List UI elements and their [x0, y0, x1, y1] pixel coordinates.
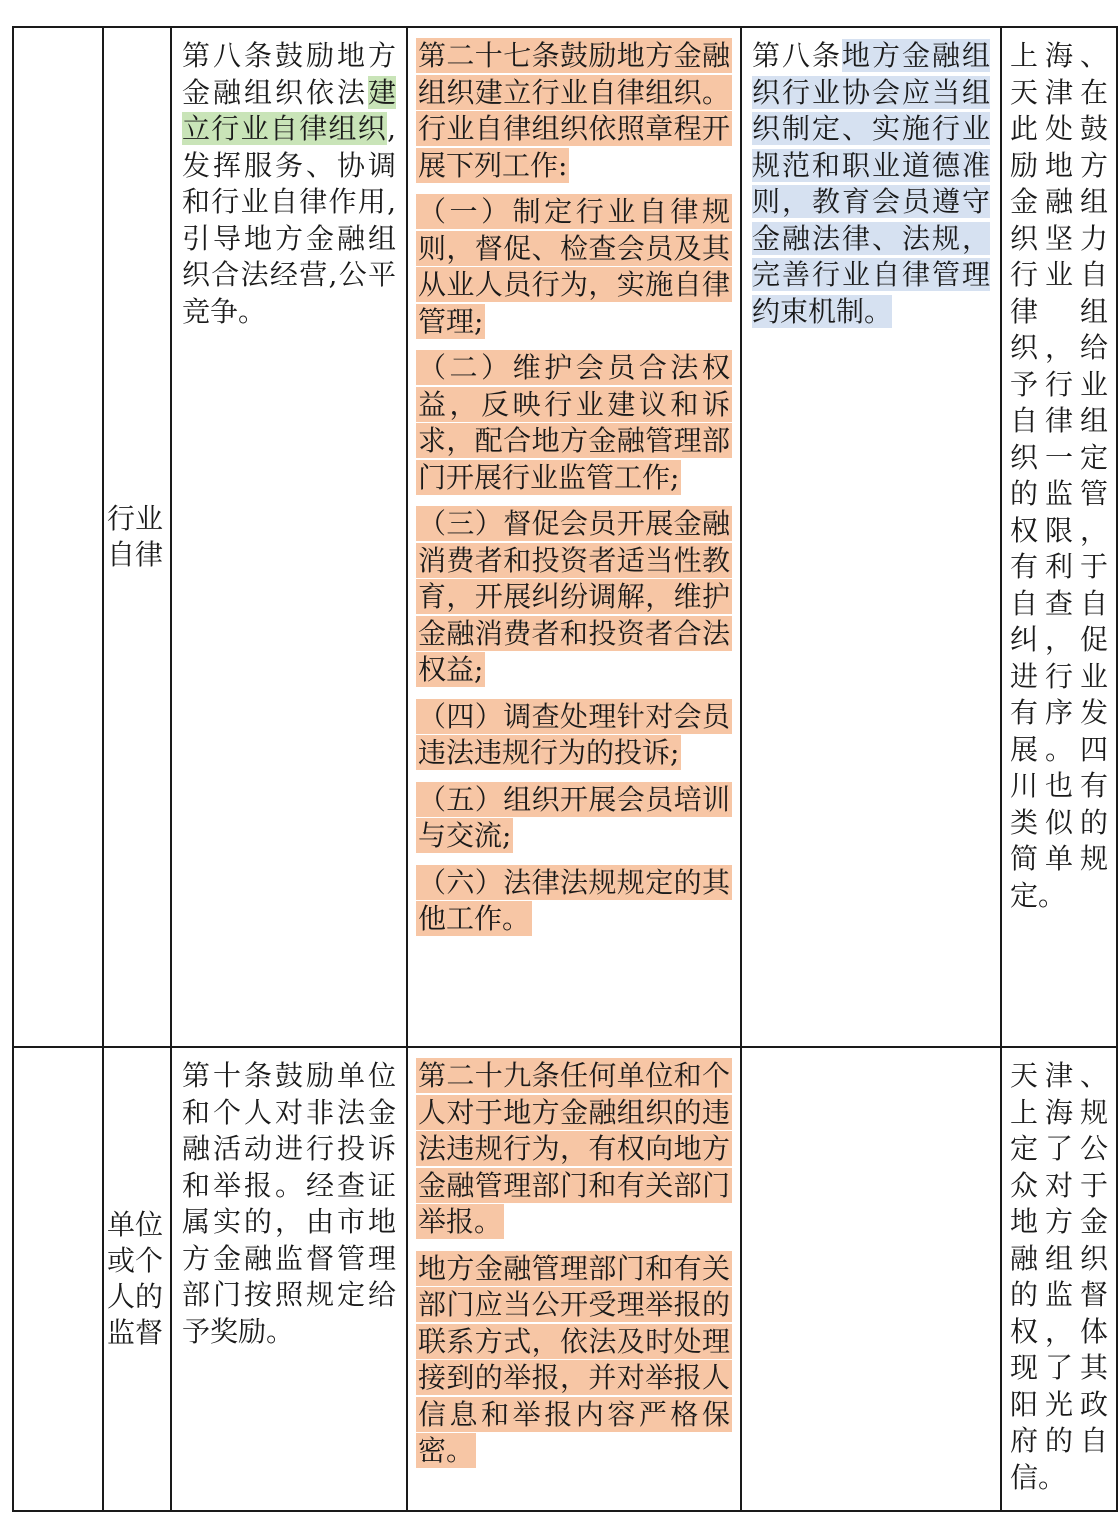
- draft-paragraph-text: （二）维护会员合法权益，反映行业建议和诉求，配合地方金融管理部门开展行业监管工作;: [418, 351, 730, 494]
- draft-paragraph-text: （六）法律法规规定的其他工作。: [418, 865, 730, 935]
- commentary-cell: [1001, 1047, 1117, 1511]
- beijing-text-before: 第十条鼓励单位和个人对非法金融活动进行投诉和举报。经查证属实的，由市地方金融监督管理部门按照规定给予奖励。: [182, 1059, 396, 1348]
- table-row: [13, 1047, 1117, 1511]
- beijing-article-text: [182, 38, 396, 330]
- other-text-highlight: 地方金融组织行业协会应当组织制定、实施行业规范和职业道德准则，教育会员遵守金融法律、法规，完善行业自律管理约束机制。: [752, 39, 990, 328]
- empty-cell: [13, 1047, 103, 1511]
- draft-paragraph: [416, 1058, 732, 1241]
- beijing-article-text: [182, 1058, 396, 1350]
- draft-paragraph-text: 第二十九条任何单位和个人对于地方金融组织的违法违规行为，有权向地方金融管理部门和有关部门举报。: [418, 1059, 730, 1238]
- table-row: [13, 27, 1117, 1047]
- draft-paragraph-text: （四）调查处理针对会员违法违规行为的投诉;: [418, 699, 730, 769]
- commentary-cell: [1001, 27, 1117, 1047]
- draft-paragraph-text: （五）组织开展会员培训与交流;: [418, 782, 730, 852]
- commentary-text: 上海、天津在此处鼓励地方金融组织坚力行业自律 组织，给予行业自律组织一定的监管权限，有利于自查自纠，促进行业有序发展。四川也有类似的简单规定。: [1010, 39, 1108, 912]
- other-region-article-cell: [741, 1047, 1001, 1511]
- draft-article-cell: [407, 1047, 741, 1511]
- draft-paragraph: [416, 699, 732, 772]
- draft-article-cell: [407, 27, 741, 1047]
- beijing-text-highlight: 建立行业自律组织: [182, 75, 396, 145]
- topic-cell: [103, 1047, 171, 1511]
- beijing-article-cell: [171, 27, 407, 1047]
- draft-paragraph-text: （三）督促会员开展金融消费者和投资者适当性教育，开展纠纷调解，维护金融消费者和投资者合法权益;: [418, 507, 730, 686]
- draft-paragraph: [416, 782, 732, 855]
- other-text-before: 第八条: [752, 39, 842, 72]
- draft-paragraph: [416, 350, 732, 496]
- commentary-text: 天津、上海规定了公众对于地方金融组织的监督权，体现了其阳光政府的自信。: [1010, 1059, 1108, 1494]
- draft-paragraph-text: （一）制定行业自律规则，督促、检查会员及其从业人员行为，实施自律管理;: [418, 195, 730, 338]
- draft-paragraph: [416, 865, 732, 938]
- beijing-text-after: ,发挥服务、协调和行业自律作用,引导地方金融组织合法经营,公平竞争。: [182, 112, 396, 328]
- other-region-article-cell: [741, 27, 1001, 1047]
- draft-paragraph-text: 第二十七条鼓励地方金融组织建立行业自律组织。行业自律组织依照章程开展下列工作:: [418, 39, 730, 182]
- regulation-comparison-table: [12, 26, 1118, 1512]
- draft-paragraph: [416, 506, 732, 689]
- draft-paragraph: [416, 194, 732, 340]
- draft-paragraph: [416, 1251, 732, 1470]
- beijing-text-before: 第八条鼓励地方金融组织依法: [182, 39, 396, 109]
- beijing-article-cell: [171, 1047, 407, 1511]
- topic-label: 单位或个人的监督: [107, 1208, 164, 1349]
- draft-paragraph-text: 地方金融管理部门和有关部门应当公开受理举报的联系方式，依法及时处理接到的举报，并对举报人信息和举报内容严格保密。: [418, 1251, 730, 1467]
- empty-cell: [13, 27, 103, 1047]
- other-article-text: [752, 38, 990, 330]
- topic-cell: [103, 27, 171, 1047]
- draft-paragraph: [416, 38, 732, 184]
- topic-label: 行业自律: [107, 502, 164, 571]
